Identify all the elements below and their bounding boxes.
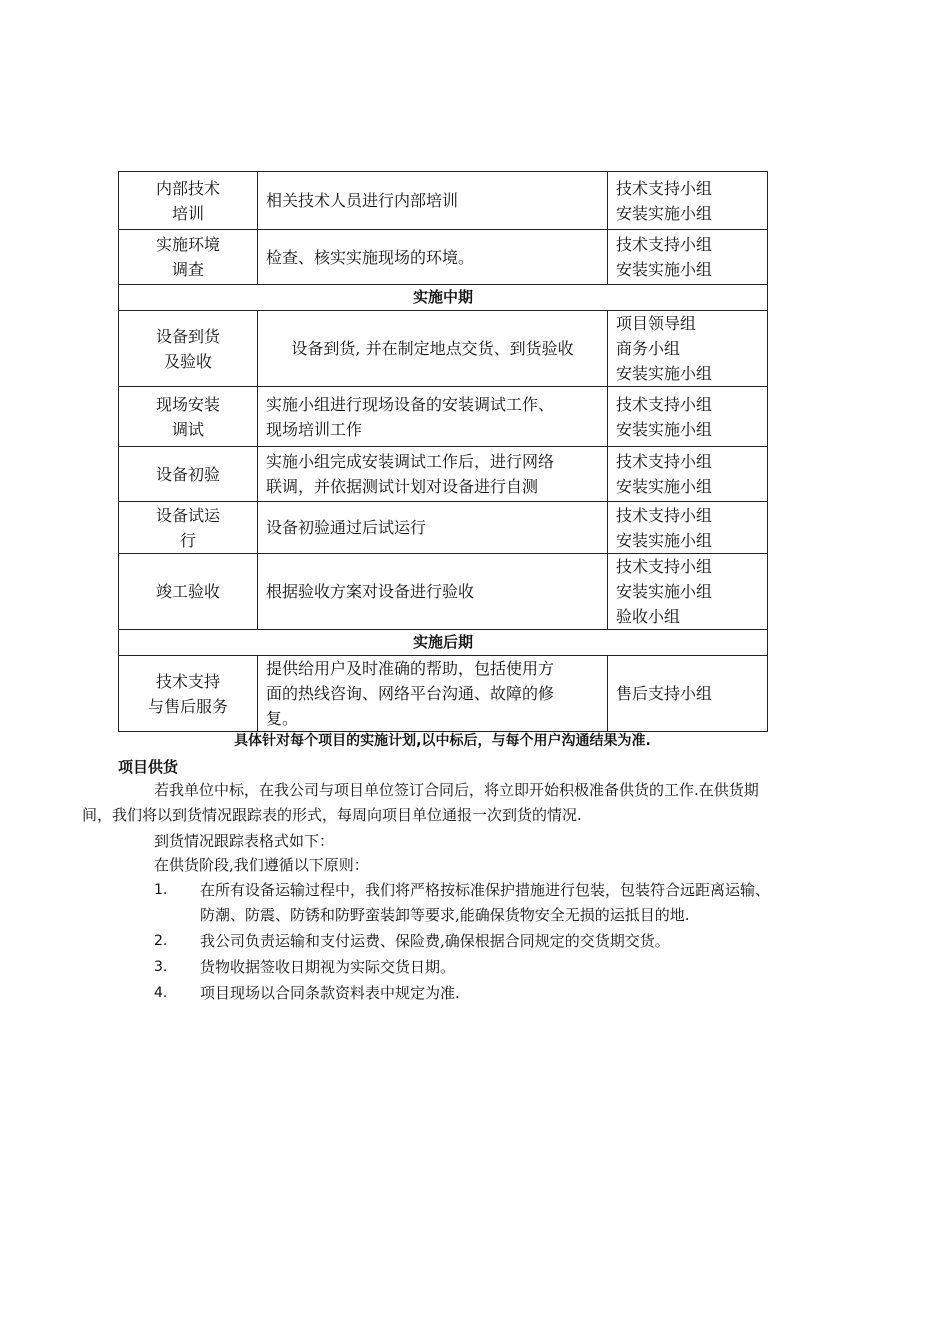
description-cell: 设备到货, 并在制定地点交货、到货验收 bbox=[258, 311, 608, 387]
table-row bbox=[119, 311, 768, 387]
description-cell: 实施小组进行现场设备的安装调试工作、 现场培训工作 bbox=[258, 387, 608, 447]
description-cell: 设备初验通过后试运行 bbox=[258, 502, 608, 554]
table-row bbox=[119, 447, 768, 502]
description-cell: 相关技术人员进行内部培训 bbox=[258, 172, 608, 230]
list-number: 3. bbox=[154, 959, 168, 975]
list-item: 1. 在所有设备运输过程中，我们将严格按标准保护措施进行包装，包装符合远距离运输、 防潮、防震、防锈和防野蛮装卸等要求,能确保货物安全无损的运抵目的地. bbox=[118, 878, 848, 928]
tracking-table-intro: 到货情况跟踪表格式如下： bbox=[154, 832, 335, 850]
stage-cell: 设备初验 bbox=[119, 447, 258, 502]
list-item: 2. 我公司负责运输和支付运费、保险费,确保根据合同规定的交货期交货。 bbox=[118, 929, 848, 954]
team-cell: 技术支持小组 安装实施小组 bbox=[608, 172, 768, 230]
table-row bbox=[119, 230, 768, 285]
stage-cell: 竣工验收 bbox=[119, 554, 258, 630]
principles-intro: 在供货阶段,我们遵循以下原则： bbox=[154, 856, 369, 874]
team-cell: 技术支持小组 安装实施小组 bbox=[608, 387, 768, 447]
stage-cell: 技术支持 与售后服务 bbox=[119, 656, 258, 732]
description-cell: 实施小组完成安装调试工作后，进行网络 联调，并依据测试计划对设备进行自测 bbox=[258, 447, 608, 502]
table-row bbox=[119, 387, 768, 447]
stage-cell: 实施环境 调查 bbox=[119, 230, 258, 285]
phase-heading-late: 实施后期 bbox=[119, 630, 768, 656]
list-item: 3. 货物收据签收日期视为实际交货日期。 bbox=[118, 955, 848, 980]
table-row bbox=[119, 554, 768, 630]
team-cell: 项目领导组 商务小组 安装实施小组 bbox=[608, 311, 768, 387]
list-number: 2. bbox=[154, 933, 168, 949]
list-item: 4. 项目现场以合同条款资料表中规定为准. bbox=[118, 981, 848, 1006]
team-cell: 售后支持小组 bbox=[608, 656, 768, 732]
stage-cell: 内部技术 培训 bbox=[119, 172, 258, 230]
stage-cell: 设备试运 行 bbox=[119, 502, 258, 554]
phase-row bbox=[119, 285, 768, 311]
stage-cell: 设备到货 及验收 bbox=[119, 311, 258, 387]
table-row bbox=[119, 172, 768, 230]
principles-list bbox=[118, 878, 848, 1007]
description-cell: 根据验收方案对设备进行验收 bbox=[258, 554, 608, 630]
plan-note: 具体针对每个项目的实施计划,以中标后，与每个用户沟通结果为准. bbox=[234, 733, 651, 749]
description-cell: 检查、核实实施现场的环境。 bbox=[258, 230, 608, 285]
team-cell: 技术支持小组 安装实施小组 bbox=[608, 447, 768, 502]
phase-heading-mid: 实施中期 bbox=[119, 285, 768, 311]
stage-cell: 现场安装 调试 bbox=[119, 387, 258, 447]
supply-paragraph: 若我单位中标，在我公司与项目单位签订合同后，将立即开始积极准备供货的工作.在供货期 间，我们将以到货情况跟踪表的形式，每周向项目单位通报一次到货的情况. bbox=[82, 781, 759, 824]
section-title: 项目供货 bbox=[118, 758, 179, 776]
description-cell: 提供给用户及时准确的帮助，包括使用方 面的热线咨询、网络平台沟通、故障的修 复。 bbox=[258, 656, 608, 732]
table-row bbox=[119, 656, 768, 732]
implementation-plan-table bbox=[118, 171, 768, 732]
list-number: 1. bbox=[154, 882, 168, 898]
team-cell: 技术支持小组 安装实施小组 bbox=[608, 230, 768, 285]
team-cell: 技术支持小组 安装实施小组 验收小组 bbox=[608, 554, 768, 630]
team-cell: 技术支持小组 安装实施小组 bbox=[608, 502, 768, 554]
list-number: 4. bbox=[154, 985, 168, 1001]
table-row bbox=[119, 502, 768, 554]
phase-row bbox=[119, 630, 768, 656]
